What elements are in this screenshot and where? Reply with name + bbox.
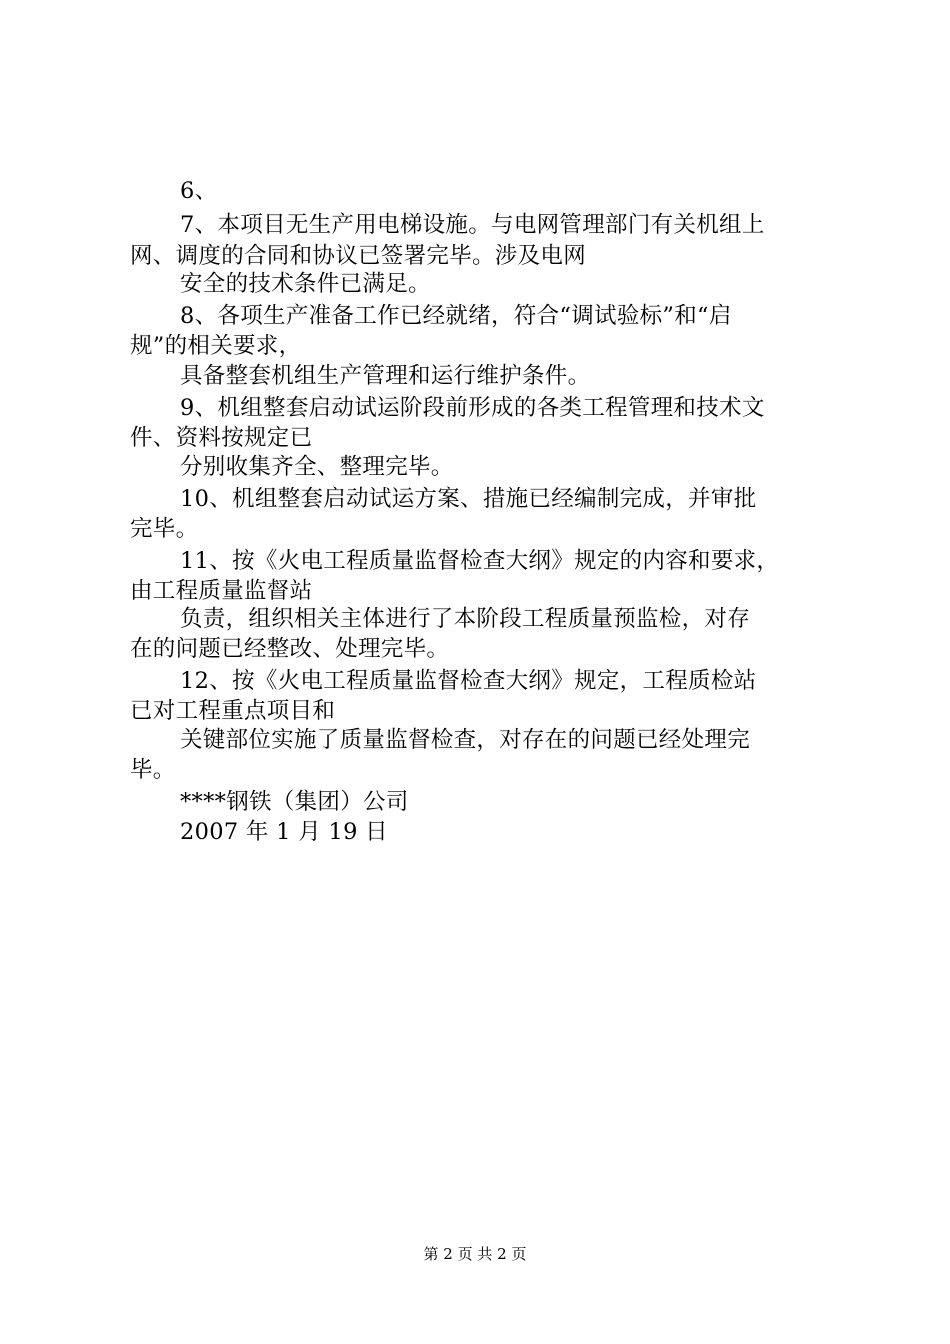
text-line-item-7-cont: 网、调度的合同和协议已签署完毕。涉及电网 <box>130 243 587 269</box>
document-date: 2007 年 1 月 19 日 <box>180 819 388 845</box>
text-line-item-7: 7、本项目无生产用电梯设施。与电网管理部门有关机组上 <box>180 212 765 238</box>
text-line-item-9-cont: 件、资料按规定已 <box>130 425 313 451</box>
text-line-item-11-cont2: 负责，组织相关主体进行了本阶段工程质量预监检，对存 <box>180 606 751 632</box>
text-line-item-8-cont: 规”的相关要求， <box>130 333 302 359</box>
text-line-item-12-cont2: 关键部位实施了质量监督检查，对存在的问题已经处理完 <box>180 727 751 753</box>
text-line-item-8: 8、各项生产准备工作已经就绪，符合“调试验标”和“启 <box>180 303 732 329</box>
text-line-item-11-cont3: 在的问题已经整改、处理完毕。 <box>130 636 450 662</box>
text-line-item-7-cont2: 安全的技术条件已满足。 <box>180 271 431 297</box>
text-line-item-8-cont2: 具备整套机组生产管理和运行维护条件。 <box>180 363 591 389</box>
text-line-item-10-cont: 完毕。 <box>130 516 199 542</box>
text-line-item-10: 10、机组整套启动试运方案、措施已经编制完成，并审批 <box>180 486 757 512</box>
page-footer: 第 2 页 共 2 页 <box>423 1245 527 1263</box>
text-line-item-6: 6、 <box>180 178 218 204</box>
company-signature: ****钢铁（集团）公司 <box>180 789 409 815</box>
text-line-item-12-cont: 已对工程重点项目和 <box>130 698 336 724</box>
text-line-item-12: 12、按《火电工程质量监督检查大纲》规定，工程质检站 <box>180 668 757 694</box>
text-line-item-11: 11、按《火电工程质量监督检查大纲》规定的内容和要求， <box>180 548 780 574</box>
text-line-item-9-cont2: 分别收集齐全、整理完毕。 <box>180 454 454 480</box>
text-line-item-12-cont3: 毕。 <box>130 757 176 783</box>
text-line-item-11-cont: 由工程质量监督站 <box>130 578 313 604</box>
text-line-item-9: 9、机组整套启动试运阶段前形成的各类工程管理和技术文 <box>180 395 765 421</box>
